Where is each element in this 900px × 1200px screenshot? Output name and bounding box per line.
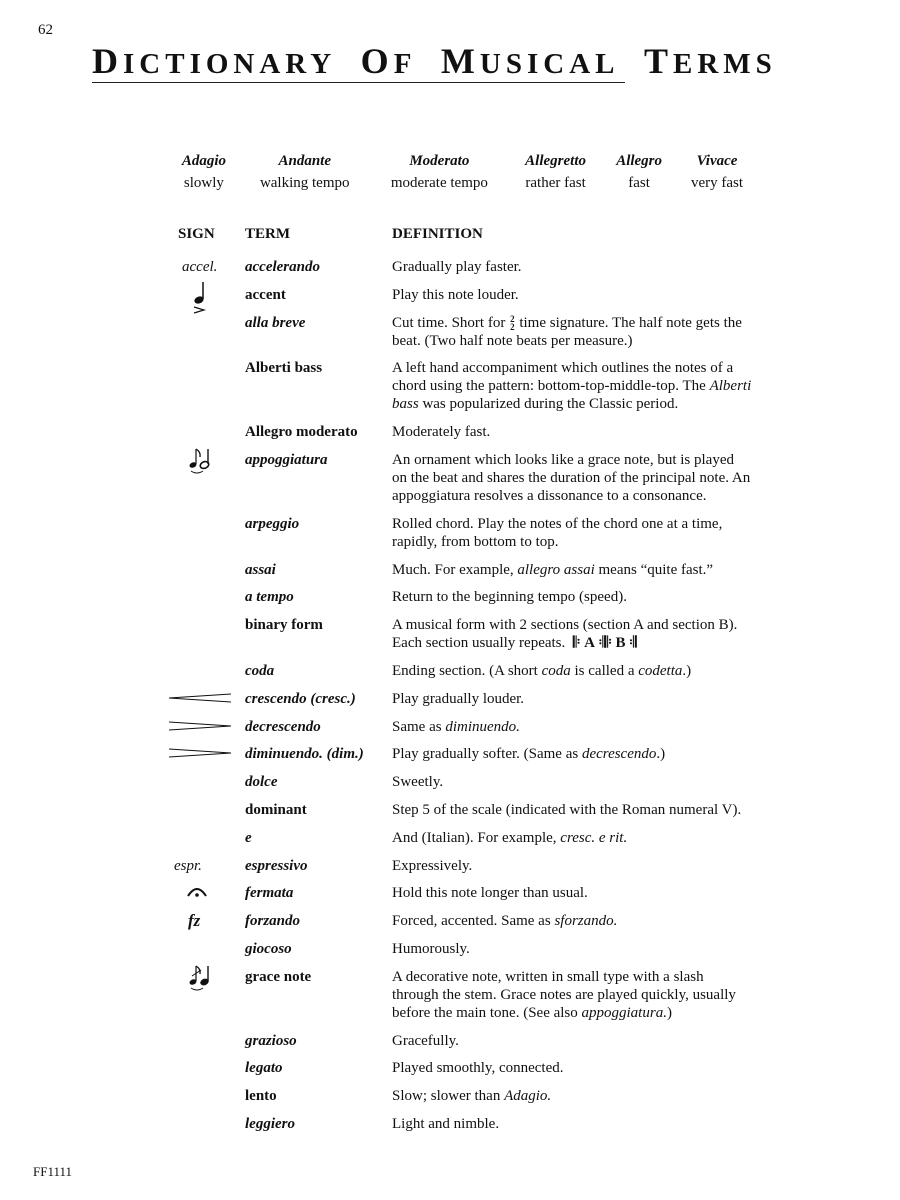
def-emphasis: coda — [541, 662, 571, 679]
term: grace note — [245, 968, 312, 985]
term: lento — [245, 1088, 277, 1105]
title-rest: ICTIONARY — [123, 48, 337, 80]
diminuendo-hairpin-icon — [167, 748, 233, 758]
sign-cell — [0, 451, 245, 505]
sign-cell — [0, 1087, 245, 1105]
definition: Hold this note longer than usual. — [392, 885, 588, 902]
def-emphasis: codetta — [638, 662, 683, 679]
def-emphasis: Alberti bass — [392, 378, 752, 413]
entry-a-tempo — [0, 588, 900, 606]
sign-cell — [0, 561, 245, 579]
term: diminuendo. (dim.) — [245, 746, 364, 763]
term: accelerando — [245, 259, 320, 275]
def-text: means “quite fast.” — [598, 561, 714, 578]
tempo-meaning: rather fast — [525, 174, 586, 191]
tempo-name: Andante — [278, 152, 331, 169]
def-text: Same as — [392, 718, 442, 735]
tempo-name: Allegretto — [525, 152, 586, 169]
sign-cell — [0, 359, 245, 413]
title-rest: F — [393, 48, 417, 80]
entry-arpeggio — [0, 515, 900, 551]
grace-note-icon — [186, 962, 216, 994]
term: grazioso — [245, 1032, 297, 1049]
tempo-name: Vivace — [696, 152, 738, 169]
definition: Rolled chord. Play the notes of the chord one at a time, rapidly, from bottom to top. — [392, 515, 723, 550]
crescendo-hairpin-icon — [167, 693, 233, 703]
definition: Step 5 of the scale (indicated with the Roman numeral V). — [392, 801, 742, 818]
definition: Sweetly. — [392, 774, 444, 791]
time-bottom: 2 — [510, 322, 515, 333]
decrescendo-hairpin-icon — [167, 721, 233, 731]
time-top: 2 — [510, 314, 515, 325]
def-text: ) — [666, 1004, 672, 1021]
definition — [392, 359, 752, 413]
title-initial: D — [92, 41, 123, 81]
entry-alberti-bass — [0, 359, 900, 413]
title-rest: ERMS — [673, 48, 777, 80]
def-emphasis: sforzando. — [554, 913, 618, 930]
column-header-definition: DEFINITION — [392, 226, 483, 242]
entry-fermata — [0, 884, 900, 902]
term: a tempo — [245, 589, 294, 606]
entry-legato — [0, 1059, 900, 1077]
sign-cell — [0, 968, 245, 1022]
definition — [392, 829, 752, 847]
entry-espressivo — [0, 857, 900, 875]
sign-cell — [0, 1032, 245, 1050]
repeat-double-icon: 𝄇𝄆 — [598, 635, 612, 652]
entry-coda — [0, 662, 900, 680]
definition: Gracefully. — [392, 1032, 459, 1049]
def-text: Slow; slower than — [392, 1088, 501, 1105]
term: Alberti bass — [245, 360, 323, 377]
fermata-icon — [186, 884, 208, 900]
fz-sign: fz — [188, 911, 201, 931]
entry-allegro-moderato — [0, 423, 900, 441]
appoggiatura-icon — [186, 445, 216, 477]
term: decrescendo — [245, 718, 321, 735]
definition: Play gradually louder. — [392, 690, 525, 707]
definition: Humorously. — [392, 940, 470, 957]
section-a-label: A — [584, 635, 595, 652]
sign-cell — [0, 588, 245, 606]
tempo-name: Allegro — [616, 152, 663, 169]
entry-dominant — [0, 801, 900, 819]
tempo-name: Adagio — [181, 152, 226, 169]
def-text: Much. For example, — [392, 561, 514, 578]
def-text: Play gradually softer. (Same as — [392, 746, 579, 763]
definition: Play this note louder. — [392, 286, 519, 303]
tempo-name: Moderato — [409, 152, 470, 169]
sign-cell — [0, 662, 245, 680]
column-header-sign: SIGN — [178, 226, 215, 242]
espr-sign: espr. — [174, 857, 202, 874]
definition: Gradually play faster. — [392, 259, 522, 275]
tempo-meaning: moderate tempo — [390, 174, 488, 191]
time-signature — [510, 315, 515, 331]
sign-cell — [0, 773, 245, 791]
term: leggiero — [245, 1115, 295, 1132]
definition: Moderately fast. — [392, 424, 491, 441]
term: Allegro moderato — [245, 424, 358, 441]
title-initial: O — [360, 41, 394, 81]
sign-cell — [0, 718, 245, 736]
sign-cell — [0, 515, 245, 551]
entry-leggiero — [0, 1115, 900, 1133]
tempo-meaning: fast — [628, 174, 650, 191]
term: assai — [245, 561, 276, 578]
entry-grace-note — [0, 968, 900, 1022]
entry-e — [0, 829, 900, 847]
def-emphasis: Adagio. — [504, 1088, 552, 1105]
sign-cell — [0, 940, 245, 958]
term-list — [0, 258, 900, 1143]
definition — [392, 662, 752, 680]
def-text: time signature. The half note gets the beat. (Two half note beats per measure.) — [392, 314, 742, 349]
entry-grazioso — [0, 1032, 900, 1050]
accel-sign: accel. — [182, 259, 218, 275]
definition — [392, 1087, 752, 1105]
entry-lento — [0, 1087, 900, 1105]
term: alla breve — [245, 314, 306, 331]
term: accent — [245, 286, 286, 303]
entry-diminuendo — [0, 745, 900, 763]
term: fermata — [245, 885, 294, 902]
definition: Return to the beginning tempo (speed). — [392, 589, 627, 606]
sign-cell — [0, 423, 245, 441]
sign-cell — [0, 1059, 245, 1077]
def-emphasis: cresc. e rit. — [560, 829, 628, 846]
entry-forzando — [0, 912, 900, 930]
tempo-meaning: very fast — [691, 174, 744, 191]
def-text: A musical form with 2 sections (section A and section B). Each section usually repeats. — [392, 617, 738, 652]
definition: Expressively. — [392, 857, 473, 874]
def-emphasis: decrescendo — [581, 746, 657, 763]
term: dolce — [245, 774, 278, 791]
sign-cell — [0, 258, 245, 276]
term: coda — [245, 662, 275, 679]
def-text: .) — [682, 662, 692, 679]
definition — [392, 912, 752, 930]
column-header-term: TERM — [245, 226, 290, 242]
definition: An ornament which looks like a grace note, but is played on the beat and shares the duration of the principal note. An appoggiatura resolves a dissonance to a consonance. — [392, 451, 751, 504]
def-text: Ending section. (A short — [392, 662, 538, 679]
term: crescendo (cresc.) — [245, 690, 356, 707]
sign-cell — [0, 745, 245, 763]
definition — [392, 616, 752, 652]
term: legato — [245, 1060, 283, 1077]
entry-crescendo — [0, 690, 900, 708]
entry-dolce — [0, 773, 900, 791]
entry-assai — [0, 561, 900, 579]
tempo-table — [168, 150, 758, 194]
def-emphasis: appoggiatura. — [581, 1004, 667, 1021]
definition — [392, 314, 752, 350]
entry-giocoso — [0, 940, 900, 958]
def-text: is called a — [574, 662, 635, 679]
entry-decrescendo — [0, 718, 900, 736]
def-text: A left hand accompaniment which outlines the notes of a chord using the pattern: bottom-top-middle-top. The — [392, 360, 734, 395]
repeat-end-icon: 𝄇 — [629, 635, 637, 652]
entry-accelerando — [0, 258, 900, 276]
sign-cell — [0, 801, 245, 819]
title-initial: M — [440, 41, 480, 81]
sign-cell — [0, 884, 245, 902]
def-text: A decorative note, written in small type with a slash through the stem. Grace notes are played quickly, usually before the main tone. (See also — [392, 968, 736, 1021]
title-initial: T — [643, 41, 673, 81]
title-underline — [92, 82, 625, 83]
definition — [392, 561, 752, 579]
def-emphasis: diminuendo. — [445, 718, 520, 735]
tempo-meaning: slowly — [183, 174, 224, 191]
entry-alla-breve — [0, 314, 900, 350]
def-text: Forced, accented. Same as — [392, 913, 551, 930]
sign-cell — [0, 857, 245, 875]
def-emphasis: allegro assai — [517, 561, 595, 578]
term: appoggiatura — [245, 451, 328, 468]
sign-cell — [0, 314, 245, 350]
term: binary form — [245, 617, 323, 634]
sign-cell — [0, 286, 245, 304]
term: arpeggio — [245, 515, 300, 532]
sign-cell — [0, 690, 245, 708]
section-b-label: B — [615, 635, 626, 652]
entry-binary-form — [0, 616, 900, 652]
footer-code: FF1111 — [33, 1164, 73, 1179]
def-text: Cut time. Short for — [392, 314, 506, 331]
definition — [392, 968, 752, 1022]
page-title — [92, 40, 777, 82]
tempo-meaning: walking tempo — [259, 174, 350, 191]
sign-cell — [0, 829, 245, 847]
term: dominant — [245, 801, 307, 818]
definition — [392, 745, 752, 763]
def-text: And (Italian). For example, — [392, 829, 557, 846]
term: e — [245, 829, 252, 846]
entry-accent — [0, 286, 900, 304]
repeat-start-icon: 𝄆 — [573, 635, 581, 652]
term: giocoso — [245, 940, 292, 957]
sign-cell — [0, 912, 245, 930]
def-text: .) — [656, 746, 666, 763]
entry-appoggiatura — [0, 451, 900, 505]
term: forzando — [245, 913, 301, 930]
def-text: was popularized during the Classic period. — [422, 396, 679, 413]
definition: Played smoothly, connected. — [392, 1060, 564, 1077]
sign-cell — [0, 616, 245, 652]
page-number: 62 — [38, 22, 53, 38]
term: espressivo — [245, 857, 308, 874]
sign-cell — [0, 1115, 245, 1133]
definition: Light and nimble. — [392, 1115, 500, 1132]
title-rest: USICAL — [479, 48, 620, 80]
accent-note-icon — [190, 280, 212, 316]
definition — [392, 718, 752, 736]
